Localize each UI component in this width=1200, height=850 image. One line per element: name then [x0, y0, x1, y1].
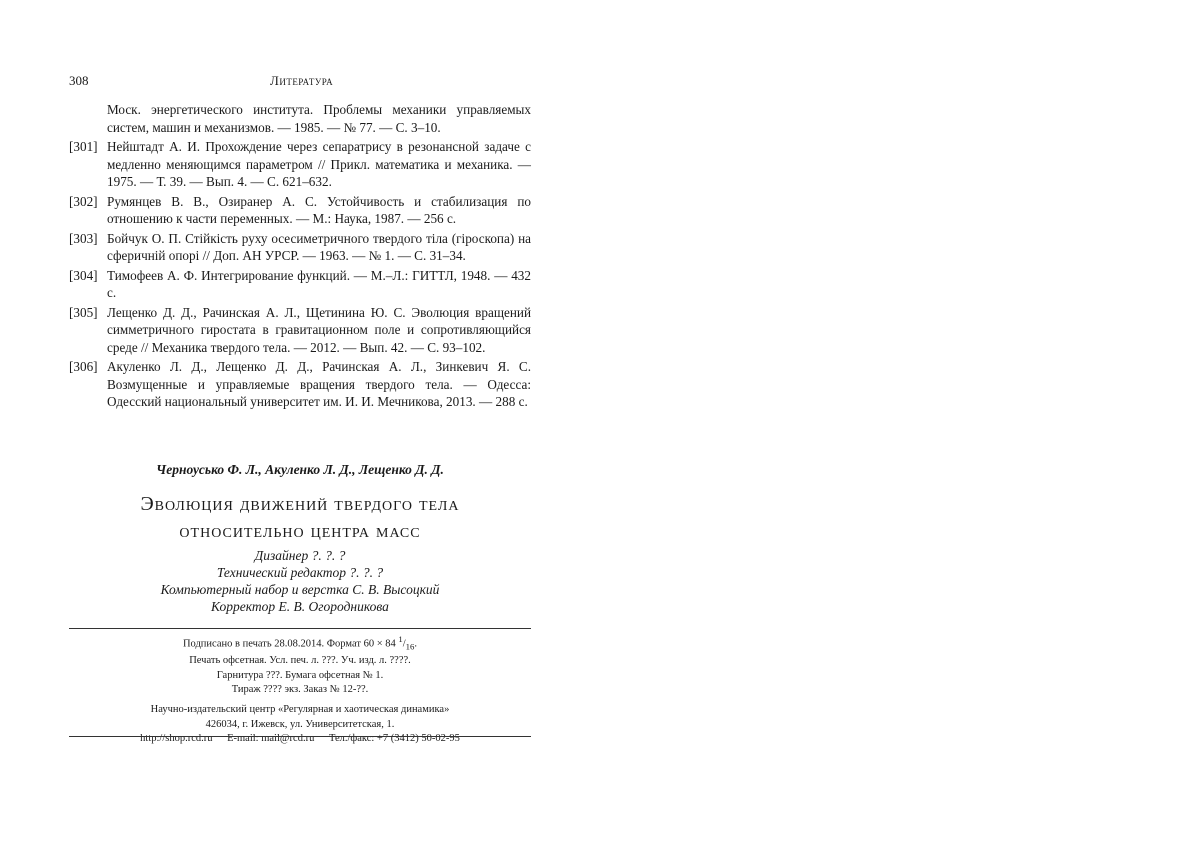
- reference-number: [69, 101, 107, 136]
- imprint-signed-line: Подписано в печать 28.08.2014. Формат 60 × 84 $^1/_{16}$.: [182, 634, 418, 652]
- reference-number: [304]: [69, 267, 98, 283]
- reference-item: [69, 101, 531, 136]
- imprint-bottom-rule: [69, 736, 531, 737]
- imprint-signed-text: Подписано в печать 28.08.2014. Формат 60 × 84: [182, 638, 399, 650]
- reference-text: Акуленко Л. Д., Лещенко Д. Д., Рачинская А. Л., Зинкевич Я. С. Возмущенные и управляемые вращения твердого тела. — Одесса: Одесский национальный университет им. И. И. Мечникова, 2013. — 288 с.: [107, 359, 531, 409]
- reference-item: [69, 230, 531, 265]
- reference-text: Тимофеев А. Ф. Интегрирование функций. — М.–Л.: ГИТТЛ, 1948. — 432 с.: [107, 267, 531, 300]
- reference-item: [69, 304, 531, 357]
- reference-text: Моск. энергетического института. Проблемы механики управляемых систем, машин и механизмов. — 1985. — № 77. — С. 3–10.: [107, 102, 531, 135]
- reference-text: Бойчук О. П. Стійкість руху осесиметричного твердого тіла (гіроскопа) на сферичній опорі // Доп. АН УРСР. — 1963. — № 1. — С. 31–34.: [107, 230, 531, 263]
- imprint-print-line: Печать офсетная. Усл. печ. л. ???. Уч. изд. л. ????.: [189, 655, 411, 667]
- publisher-name: Научно-издательский центр «Регулярная и хаотическая динамика»: [150, 703, 450, 715]
- imprint-font-line: Гарнитура ???. Бумага офсетная № 1.: [216, 669, 384, 681]
- reference-text: Нейштадт А. И. Прохождение через сепаратрису в резонансной задаче с медленно меняющимся параметром // Прикл. математика и механика. — 1975. — Т. 39. — Вып. 4. — С. 621–632.: [107, 139, 531, 189]
- imprint-top-rule: [69, 628, 531, 629]
- reference-number: [301]: [69, 139, 98, 154]
- credit-typesetting: Компьютерный набор и верстка С. В. Высоцкий: [160, 582, 440, 597]
- imprint-block: [69, 632, 531, 747]
- reference-text: Лещенко Д. Д., Рачинская А. Л., Щетинина Ю. С. Эволюция вращений симметричного гиростата в гравитационном поле и сопротивляющийся среде // Механика твердого тела. — 2012. — Вып. 42. — С. 93–102.: [107, 304, 531, 355]
- format-fraction-denominator: 16: [405, 641, 415, 652]
- credit-designer: Дизайнер ?. ?. ?: [254, 548, 346, 563]
- reference-number: [305]: [69, 304, 98, 320]
- reference-item: [69, 193, 531, 228]
- book-authors: Черноусько Ф. Л., Акуленко Л. Д., Лещенко Д. Д.: [156, 462, 444, 477]
- book-title-line-1: Эволюция движений твердого тела: [140, 493, 460, 515]
- publisher-contacts: [69, 732, 531, 747]
- publisher-phone: Тел./факс: +7 (3412) 50-02-95: [328, 733, 460, 745]
- reference-number: [302]: [69, 193, 98, 209]
- publisher-email: E-mail: mail@rcd.ru: [227, 733, 315, 745]
- page-number: 308: [69, 73, 89, 88]
- credit-tech-editor: Технический редактор ?. ?. ?: [216, 565, 384, 580]
- reference-text: Румянцев В. В., Озиранер А. С. Устойчивость и стабилизация по отношению к части переменных. — М.: Наука, 1987. — 256 с.: [107, 193, 531, 226]
- reference-item: [69, 267, 531, 302]
- reference-number: [303]: [69, 230, 98, 246]
- running-head: Литература: [270, 73, 334, 88]
- imprint-run-line: Тираж ???? экз. Заказ № 12-??.: [231, 684, 369, 696]
- publisher-address: 426034, г. Ижевск, ул. Университетская, 1.: [205, 718, 395, 730]
- reference-item: [69, 358, 531, 411]
- format-fraction-numerator: 1: [398, 634, 403, 644]
- reference-number: [306]: [69, 359, 98, 374]
- imprint-signed-end: .: [414, 638, 418, 650]
- reference-item: [69, 138, 531, 191]
- credit-proofreader: Корректор Е. В. Огородникова: [211, 599, 389, 614]
- credits: [69, 547, 531, 615]
- reference-list: [69, 101, 531, 413]
- book-title-line-2: относительно центра масс: [179, 520, 421, 542]
- publisher-site: http://shop.rcd.ru: [140, 733, 213, 745]
